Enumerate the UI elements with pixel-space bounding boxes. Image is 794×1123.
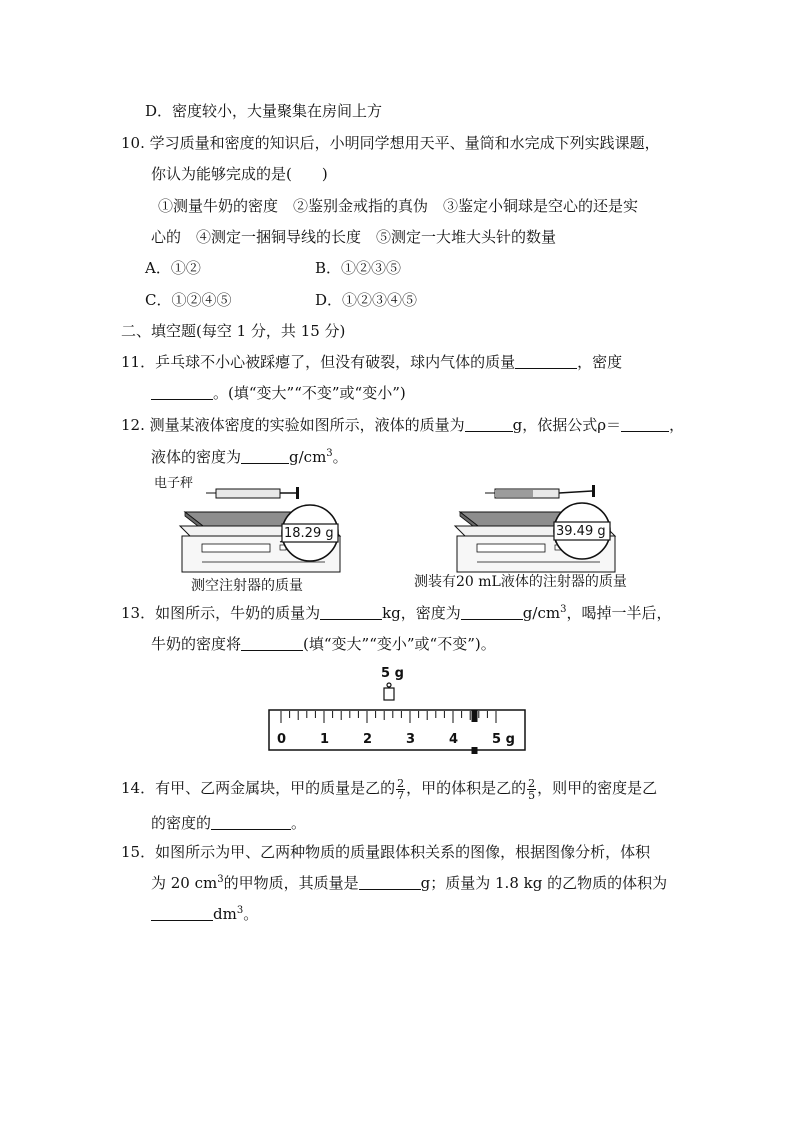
q12-unit-sup: 3 <box>326 448 333 459</box>
q13-text-e: 牛奶的密度将 <box>151 635 242 653</box>
q13-blank-density[interactable] <box>461 604 523 620</box>
q11-text-c: 。(填“变大”“不变”或“变小”) <box>213 384 406 402</box>
q15-unit: dm <box>213 905 237 923</box>
q13-ruler <box>268 708 526 754</box>
q13-line2 <box>151 634 496 654</box>
q9-option-d: D．密度较小，大量聚集在房间上方 <box>145 102 383 120</box>
q12-caption-left: 测空注射器的质量 <box>191 578 303 594</box>
q12-text-a: 12. 测量某液体密度的实验如图所示，液体的质量为 <box>121 416 465 434</box>
q10-option-b: B．①②③⑤ <box>315 259 402 277</box>
q10-items-line2: 心的 ④测定一捆铜导线的长度 ⑤测定一大堆大头针的数量 <box>151 228 557 246</box>
q13-line1 <box>121 603 671 623</box>
q12-unit: g/cm <box>289 448 327 466</box>
q14-line1 <box>121 773 657 803</box>
ruler-scale <box>268 708 526 754</box>
ruler-tick-label: 4 <box>449 732 459 747</box>
q13-text-d: ，喝掉一半后， <box>566 604 672 622</box>
q15-unit-sup-2: 3 <box>236 905 244 916</box>
q10-option-d: D．①②③④⑤ <box>315 291 418 309</box>
q13-text-a: 13．如图所示，牛奶的质量为 <box>121 604 321 622</box>
ruler-tick-label: 1 <box>320 732 330 747</box>
q12-text-e: 。 <box>332 448 348 466</box>
q11-blank-density[interactable] <box>151 384 213 400</box>
q15-line3 <box>151 904 258 924</box>
q15-text-a: 为 20 cm <box>151 874 218 892</box>
q11-blank-mass[interactable] <box>515 353 577 369</box>
q10-items-line1: ①测量牛奶的密度 ②鉴别金戒指的真伪 ③鉴定小铜球是空心的还是实 <box>158 197 639 215</box>
ruler-tick-label: 5 g <box>492 732 515 747</box>
ruler-rider-top <box>472 710 478 722</box>
q15-unit-sup-1: 3 <box>217 874 224 885</box>
q15-line2 <box>151 873 667 893</box>
q11-text-a: 11．乒乓球不小心被踩瘪了，但没有破裂，球内气体的质量 <box>121 353 516 371</box>
q12-reading-right: 39.49 g <box>556 524 606 539</box>
ruler-tick-label: 3 <box>406 732 416 747</box>
q12-caption-right: 测装有20 mL液体的注射器的质量 <box>414 574 627 590</box>
q10-stem-line1: 10. 学习质量和密度的知识后，小明同学想用天平、量筒和水完成下列实践课题， <box>121 134 660 152</box>
q12-line2 <box>151 447 348 467</box>
q14-text-b: ，甲的体积是乙的 <box>406 779 527 797</box>
q15-text-b: 的甲物质，其质量是 <box>223 874 359 892</box>
q10-option-a: A．①② <box>145 259 201 277</box>
section-2-title: 二、填空题(每空 1 分，共 15 分) <box>121 322 346 340</box>
q14-fraction-volume: $\frac{2}{5}$ <box>528 776 536 802</box>
q11-line2 <box>151 383 406 403</box>
q15-blank-volume[interactable] <box>151 905 213 921</box>
q14-text-c: ，则甲的密度是乙 <box>537 779 658 797</box>
q15-line1: 15．如图所示为甲、乙两种物质的质量跟体积关系的图像，根据图像分析，体积 <box>121 843 651 861</box>
q15-text-c: g；质量为 1.8 kg 的乙物质的体积为 <box>420 874 668 892</box>
q11-line1 <box>121 352 622 372</box>
q11-text-b: ，密度 <box>577 353 623 371</box>
q14-blank-ratio[interactable] <box>211 814 291 830</box>
q12-reading-left: 18.29 g <box>284 526 334 541</box>
q12-label-scale: 电子秤 <box>154 476 194 491</box>
weight-icon <box>382 682 396 702</box>
q13-text-b: kg，密度为 <box>382 604 461 622</box>
q15-text-d: 。 <box>243 905 259 923</box>
q13-blank-mass[interactable] <box>320 604 382 620</box>
q14-fraction-mass: $\frac{2}{7}$ <box>397 776 405 802</box>
q14-text-e: 。 <box>291 814 307 832</box>
q12-blank-mass[interactable] <box>465 416 513 432</box>
q12-text-b: g，依据公式ρ＝ <box>512 416 622 434</box>
q14-line2 <box>151 813 306 833</box>
ruler-tick-label: 2 <box>363 732 373 747</box>
q10-option-c: C．①②④⑤ <box>145 291 232 309</box>
q12-blank-density[interactable] <box>241 448 289 464</box>
q15-blank-mass[interactable] <box>359 874 421 890</box>
q13-unit-sup: 3 <box>560 604 567 615</box>
q12-blank-formula[interactable] <box>621 416 669 432</box>
ruler-tick-label: 0 <box>277 732 287 747</box>
q10-stem-line2: 你认为能够完成的是( ) <box>151 165 328 183</box>
q14-text-d: 的密度的 <box>151 814 212 832</box>
ruler-rider-bottom <box>472 747 478 754</box>
q13-blank-change[interactable] <box>241 635 303 651</box>
q13-unit: g/cm <box>522 604 561 622</box>
q14-text-a: 14．有甲、乙两金属块，甲的质量是乙的 <box>121 779 396 797</box>
q12-text-c: ， <box>669 416 685 434</box>
q12-line1 <box>121 415 684 435</box>
q13-weight-label: 5 g <box>381 666 404 681</box>
q12-text-d: 液体的密度为 <box>151 448 242 466</box>
q13-text-f: (填“变大”“变小”或“不变”)。 <box>303 635 496 653</box>
